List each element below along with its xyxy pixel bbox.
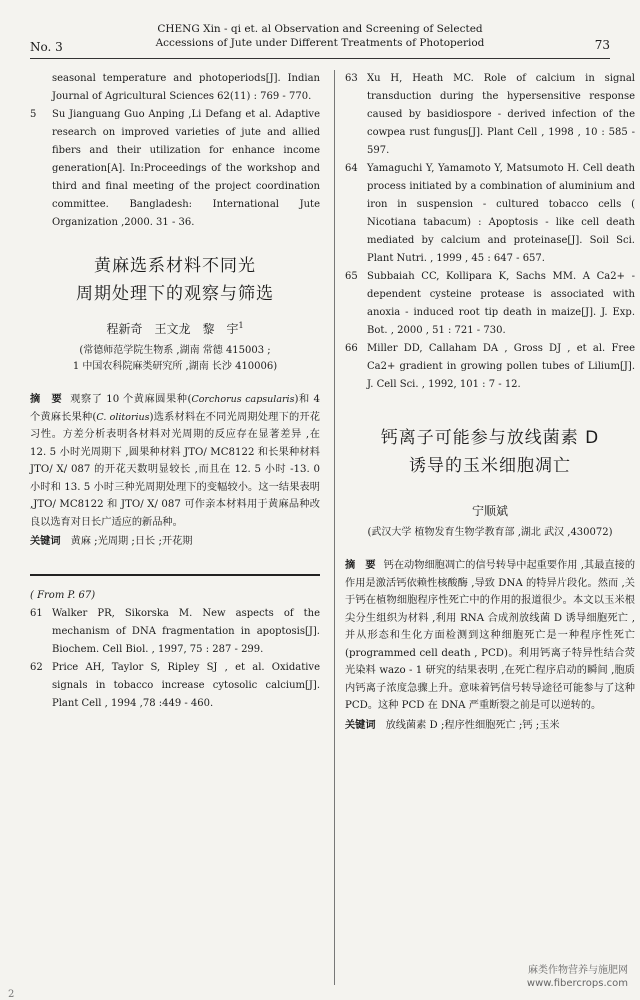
article-title-line1: 钙离子可能参与放线菌素 D <box>380 428 600 448</box>
affiliation-line1: (常德师范学院生物系 ,湖南 常德 415003 ; <box>79 345 271 356</box>
reference-item <box>345 268 635 340</box>
abstract-label: 摘 要 <box>345 559 376 571</box>
corner-mark: 2 <box>8 989 15 1000</box>
reference-item <box>345 340 635 394</box>
reference-text: Walker PR, Sikorska M. New aspects of the mechanism of DNA fragmentation in apoptosis[J]. Biochem. Cell Biol. , 1997, 75 : 287 - 299. <box>52 608 320 655</box>
left-column <box>30 70 320 713</box>
article-title-line2: 诱导的玉米细胞凋亡 <box>409 456 571 476</box>
keywords-text: 黄麻 ;光周期 ;日长 ;开花期 <box>70 536 193 547</box>
species-name-1: Corchorus capsularis <box>191 394 295 405</box>
running-title-line2: Accessions of Jute under Different Treatments of Photoperiod <box>155 37 485 49</box>
page-number: 73 <box>594 38 610 52</box>
reference-number: 63 <box>345 73 358 84</box>
abstract <box>30 391 320 531</box>
running-title-line1: CHENG Xin - qi et. al Observation and Screening of Selected <box>157 23 483 35</box>
article-author: 宁顺斌 <box>471 504 508 518</box>
article-authors <box>30 320 320 337</box>
article-title-line1: 黄麻选系材料不同光 <box>94 256 256 276</box>
reference-text: Yamaguchi Y, Yamamoto Y, Matsumoto H. Cell death process initiated by a combination of aluminium and iron in suspension - cultured tobacco cells ( Nicotiana tabacum) : Apoptosis - like cell death mediated by calcium and proteinase[J]. Soil Sci. Plant Nutri. , 1999 , 45 : 647 - 657. <box>367 163 635 264</box>
keywords-label: 关键词 <box>345 718 376 731</box>
keywords-text: 放线菌素 D ;程序性细胞死亡 ;钙 ;玉米 <box>385 719 560 731</box>
reference-item <box>30 106 320 232</box>
abstract-text-3: )选系材料在不同光周期处理下的开花习性。方差分析表明各材料对光周期的反应存在显著差异 ,在 12. 5 小时光周期下 ,圆果种材料 JTO/ MC8122 和长果种材料 JTO/ X/ 087 的开花天数明显较长 ,而且在 12. 5 小时 -13. 0 小时和 13. 5 小时三种光周期处理下的变幅较小。这一结果表明 ,JTO/ MC8122 和 JTO/ X/ 087 可作亲本材料用于黄麻品种改良以选育对日长广适应的新品种。 <box>30 411 320 528</box>
reference-text: Su Jianguang Guo Anping ,Li Defang et al. Adaptive research on improved varieties of jute and allied fibers and their utilization for enhance income generation[A]. In:Proceedings of the workshop and third and final meeting of the project coordination committee. Bangladesh: International Jute Organization ,2000. 31 - 36. <box>52 109 320 228</box>
reference-number: 5 <box>30 109 37 120</box>
reference-number: 61 <box>30 608 43 619</box>
keywords <box>345 717 635 734</box>
abstract-text: 钙在动物细胞凋亡的信号转导中起重要作用 ,其最直接的作用是激活钙依赖性核酸酶 ,导致 DNA 的特异片段化。然而 ,关于钙在植物细胞程序性死亡中的作用的报道很少。本文以玉米根尖分生组织为材料 ,利用 RNA 合成剂放线菌 D 诱导细胞死亡 ,并从形态和生化方面检测到这种细胞死亡是一种程序性死亡 (programmed cell death , PCD)。利用钙离子特异性结合荧光染料 wazo - 1 研究的结果表明 ,在死亡程序启动的瞬间 ,胞质内钙离子浓度急骤上升。意味着钙信号转导途径可能参与了这种 PCD。这种 PCD 在 DNA 严重断裂之前是可以逆转的。 <box>345 560 636 711</box>
continuation-note: ( From P. 67) <box>30 590 96 601</box>
reference-item <box>30 605 320 659</box>
abstract-label: 摘 要 <box>30 393 63 405</box>
abstract-text-2: )和 4 个黄麻长果种( <box>30 394 320 423</box>
keywords <box>30 533 320 550</box>
reference-number: 66 <box>345 343 358 354</box>
affiliation <box>30 343 320 375</box>
abstract <box>345 557 635 715</box>
running-title <box>150 22 490 50</box>
footer-site-name: 麻类作物营养与施肥网 <box>528 965 628 976</box>
affiliation-line2: 1 中国农科院麻类研究所 ,湖南 长沙 410006) <box>72 361 278 372</box>
reference-text: Price AH, Taylor S, Ripley SJ , et al. Oxidative signals in tobacco increase cytosolic calcium[J]. Plant Cell , 1994 ,78 :449 - 460. <box>52 662 320 709</box>
reference-number: 65 <box>345 271 358 282</box>
reference-number: 62 <box>30 662 43 673</box>
author-superscript: 1 <box>238 321 244 330</box>
reference-item <box>30 659 320 713</box>
reference-item <box>345 160 635 268</box>
section-separator <box>30 574 320 576</box>
authors-text: 程新奇 王文龙 黎 宇 <box>106 322 239 336</box>
reference-text: Xu H, Heath MC. Role of calcium in signal transduction during the hypersensitive response caused by basidiospore - derived infection of the cowpea rust fungus[J]. Plant Cell , 1998 , 10 : 585 - 597. <box>367 73 635 156</box>
article-title-line2: 周期处理下的观察与筛选 <box>76 284 274 304</box>
reference-item <box>345 70 635 160</box>
reference-number: 64 <box>345 163 358 174</box>
column-divider <box>334 70 335 985</box>
affiliation: (武汉大学 植物发育生物学教育部 ,湖北 武汉 ,430072) <box>367 527 613 538</box>
reference-continued: seasonal temperature and photoperiods[J]. Indian Journal of Agricultural Sciences 62(11) : 769 - 770. <box>52 73 320 102</box>
footer-watermark <box>527 964 628 990</box>
reference-text: Subbaiah CC, Kollipara K, Sachs MM. A Ca2+ - dependent cysteine protease is associated with anoxia - induced root tip death in maize[J]. J. Exp. Bot. , 2000 , 51 : 721 - 730. <box>367 271 635 336</box>
right-column <box>345 70 635 734</box>
footer-site-url: www.fibercrops.com <box>526 978 628 989</box>
species-name-2: C. olitorius <box>96 411 150 423</box>
keywords-label: 关键词 <box>30 535 61 547</box>
issue-number: No. 3 <box>30 40 63 54</box>
reference-text: Miller DD, Callaham DA , Gross DJ , et al. Free Ca2+ gradient in growing pollen tubes of Lilium[J]. J. Cell Sci. , 1992, 101 : 7 - 12. <box>367 343 635 390</box>
abstract-text-1: 观察了 10 个黄麻圆果种( <box>70 394 192 405</box>
article-title <box>345 424 635 480</box>
article-title <box>30 252 320 308</box>
header-rule <box>30 58 610 59</box>
